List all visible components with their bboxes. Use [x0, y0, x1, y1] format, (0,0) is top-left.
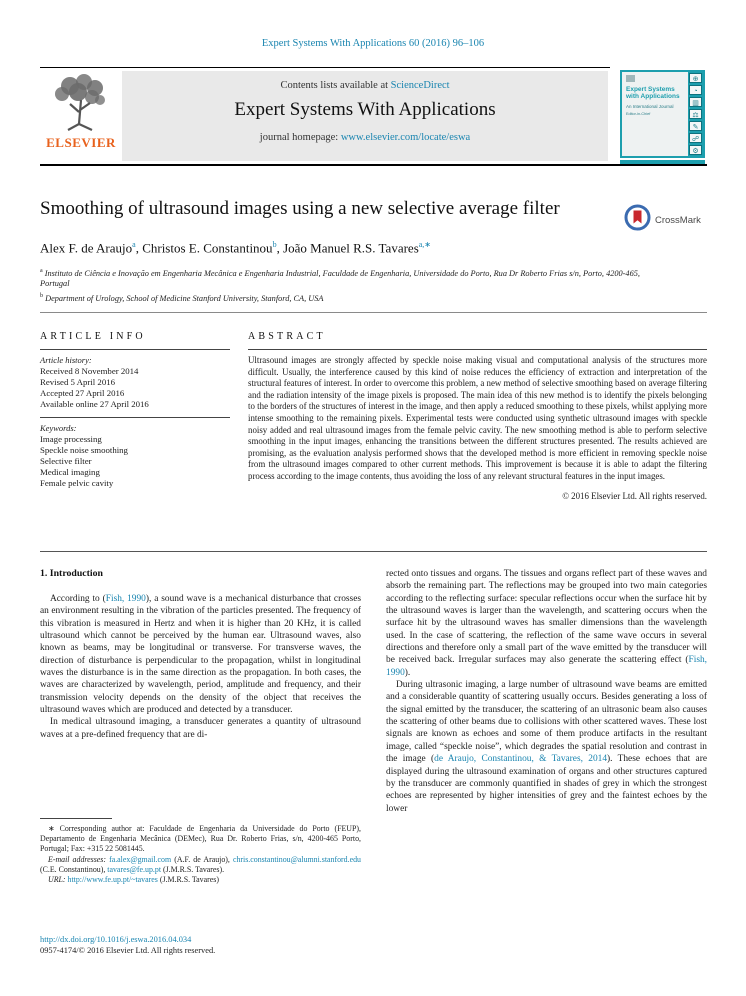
author-name: Alex F. de Araujo	[40, 240, 133, 256]
banner-bottom-rule	[40, 164, 707, 166]
body-paragraph	[386, 679, 707, 815]
cover-icon: ☍	[689, 133, 702, 143]
citation-link[interactable]: de Araujo, Constantinou, & Tavares, 2014	[434, 754, 608, 765]
history-label: Article history:	[40, 355, 92, 365]
cover-icon: ▥	[689, 97, 702, 107]
history-item: Accepted 27 April 2016	[40, 388, 125, 398]
issn-copyright-line: 0957-4174/© 2016 Elsevier Ltd. All rights reserved.	[40, 946, 216, 955]
paragraph-text: ). These echoes that are displayed during the ultrasound examination of organs and other structures captured by the transducer are commonly quantified in shades of grey in which the strongest echoes are represented by higher intensities of grey and the faintest echoes by the lower	[386, 754, 707, 814]
cover-text-area	[622, 72, 688, 156]
url-label: URL:	[48, 875, 68, 885]
affiliations	[40, 266, 670, 305]
crossmark-label: CrossMark	[655, 214, 701, 226]
author-name: , Christos E. Constantinou	[135, 240, 273, 256]
footnote-rule	[40, 818, 112, 819]
cover-subtitle: An International Journal	[626, 104, 674, 109]
cover-icon: ✎	[689, 121, 702, 131]
affiliation	[40, 266, 670, 290]
page-footer	[40, 934, 215, 956]
history-item: Received 8 November 2014	[40, 366, 139, 376]
rule	[40, 349, 230, 350]
journal-homepage-link[interactable]: www.elsevier.com/locate/eswa	[340, 132, 471, 143]
history-item: Revised 5 April 2016	[40, 377, 116, 387]
cover-publisher-mark	[626, 75, 635, 82]
abstract-bottom-rule	[40, 551, 707, 552]
doi-link[interactable]: http://dx.doi.org/10.1016/j.eswa.2016.04.034	[40, 935, 192, 944]
author-affil-sup[interactable]: a,∗	[418, 240, 432, 249]
affiliation-rule	[40, 312, 707, 313]
keyword-item: Selective filter	[40, 456, 92, 466]
rule	[248, 349, 707, 350]
elsevier-logo	[42, 72, 120, 162]
crossmark-badge[interactable]	[624, 204, 701, 236]
cover-icon: ◔	[689, 85, 702, 95]
keyword-item: Female pelvic cavity	[40, 478, 114, 488]
email-link[interactable]: fa.alex@gmail.com	[109, 854, 172, 864]
abstract-heading: ABSTRACT	[248, 331, 326, 342]
sciencedirect-link[interactable]: ScienceDirect	[390, 80, 450, 91]
author-affil-sup[interactable]: a	[132, 240, 136, 249]
body-paragraph	[386, 568, 707, 679]
abstract-copyright: © 2016 Elsevier Ltd. All rights reserved.	[562, 490, 707, 501]
affiliation-text: Department of Urology, School of Medicine Stanford University, Stanford, CA, USA	[43, 293, 324, 303]
email-addresses-note	[40, 855, 361, 875]
url-owner: (J.M.R.S. Tavares)	[157, 875, 219, 885]
body-column-left	[40, 568, 361, 741]
paragraph-text: ).	[404, 667, 411, 678]
paragraph-text: In medical ultrasound imaging, a transducer generates a quantity of ultrasound waves at a pre-defined frequency that are di-	[40, 717, 361, 740]
article-title: Smoothing of ultrasound images using a new selective average filter	[40, 198, 560, 219]
contents-line	[122, 71, 608, 91]
affiliation-sup: b	[40, 292, 43, 299]
journal-title: Expert Systems With Applications	[234, 99, 496, 120]
cover-icon: ⚖	[689, 109, 702, 119]
paragraph-text: According to (	[50, 594, 106, 604]
homepage-line	[122, 132, 608, 143]
corresponding-author-note: ∗ Corresponding author at: Faculdade de Engenharia da Universidade do Porto (FEUP), Departamento de Engenharia Mecânica (DEMec), Rua Dr. Roberto Frias, s/n, 4200-465 Porto, Portugal; Fax: +315 22 5081445.	[40, 824, 361, 854]
top-rule	[40, 67, 610, 68]
paragraph-text: rected onto tissues and organs. The tissues and organs reflect part of these waves and absorb the remaining part. The reflections may be grouped into two main categories according to the reflecting surface: specular reflections occur when the surface hit by the ultrasound waves is larger than the wavelength, and scattering occurs when the surface hit by the ultrasound waves has smaller dimensions than the wavelength used. In the case of scattering, the reflection of the same wave occurs in several directions and therefore only a small part of the wave emitted by the transducer will be received back. Irregular surfaces may also generate the scattering effect (	[386, 569, 707, 666]
journal-cover-thumbnail	[620, 70, 705, 158]
journal-banner	[122, 71, 608, 161]
history-item: Available online 27 April 2016	[40, 399, 149, 409]
rule	[40, 417, 230, 418]
email-link[interactable]: chris.constantinou@alumni.stanford.edu	[232, 854, 361, 864]
author-url-link[interactable]: http://www.fe.up.pt/~tavares	[67, 875, 158, 885]
cover-title: Expert Systems with Applications	[626, 86, 680, 100]
cover-icon-strip	[688, 72, 703, 156]
keyword-item: Speckle noise smoothing	[40, 445, 128, 455]
abstract-text: Ultrasound images are strongly affected by speckle noise making visual and computational analysis of the structures more difficult. Usually, the interference caused by this kind of noise reduces the efficiency of extraction and interpretation of the structural features of interest. In order to overcome this problem, a new method of selective smoothing based on average filtering and the radiation intensity of the image pixels is proposed. The main idea of this new method is to identify the pixels belonging to the borders of the structures of interest in the image, and then apply a reduced smoothing to these pixels, whilst applying more intense smoothing to the remaining pixels. Experimental tests were conducted using synthetic ultrasound images with speckle noisy added and real ultrasound images from the female pelvic cavity. The new smoothing method is able to perform selective smoothing in the input images, enhancing the transitions between the different structures presented. The results achieved are promising, as the evaluation analysis performed shows that the developed method is more efficient in removing speckle noise from the ultrasound images compared to other current methods. This improvement is because it is able to adapt the filtering process according to the image contents, thus avoiding the loss of any relevant structural features in the input images.	[248, 355, 707, 481]
elsevier-tree-icon	[42, 72, 120, 134]
keyword-item: Medical imaging	[40, 467, 100, 477]
article-info-section	[40, 331, 230, 489]
keyword-item: Image processing	[40, 434, 102, 444]
email-label: E-mail addresses:	[48, 854, 110, 864]
author-affil-sup[interactable]: b	[272, 240, 277, 249]
abstract-section	[248, 331, 707, 501]
email-owner: (A.F. de Araujo),	[171, 854, 233, 864]
affiliation-text: Instituto de Ciência e Inovação em Engenharia Mecânica e Engenharia Industrial, Faculdade de Engenharia, Universidade do Porto, Rua Dr Roberto Frias s/n, Porto, 4200-465, Portugal	[40, 268, 640, 289]
body-paragraph	[40, 716, 361, 741]
keywords-label: Keywords:	[40, 423, 77, 433]
elsevier-wordmark: ELSEVIER	[46, 135, 116, 150]
citation-link[interactable]: Fish, 1990	[105, 594, 146, 604]
paragraph-text: During ultrasonic imaging, a large number of ultrasound wave beams are emitted and a considerable quantity of scattering usually occurs. Besides generating a loss of the signal emitted by the transducer, the scattering of an ultrasonic beam also causes the scattering of other beams due to collisions with other scattered waves. These lost signals are known as echoes and some of them produce artifacts in the resultant image, called “speckle noise”, which degrades the spatial resolution and contrast in the image (	[386, 680, 707, 765]
homepage-prefix: journal homepage:	[259, 132, 341, 143]
citation-link[interactable]: Fish, 1990	[386, 655, 707, 678]
journal-citation-header: Expert Systems With Applications 60 (2016) 96–106	[261, 38, 485, 49]
crossmark-icon	[624, 204, 651, 236]
cover-icon: ⊕	[689, 73, 702, 83]
email-owner: (C.E. Constantinou),	[40, 864, 108, 874]
email-owner: (J.M.R.S. Tavares).	[161, 864, 225, 874]
contents-prefix: Contents lists available at	[280, 80, 391, 91]
footnote-block	[40, 818, 361, 885]
cover-editor-line: Editor-in-Chief	[626, 112, 651, 116]
paragraph-text: ), a sound wave is a mechanical disturbance that crosses an environment resulting in the vibration of the particles presented. The frequency of this vibration is measured in Hertz and when it is higher than 20 KHz, it is called ultrasound which cannot be perceived by the human ear. Ultrasound waves, also known as beams, may be longitudinal or transverse. For transverse waves, the direction of disturbance is perpendicular to the propagation, whilst in longitudinal waves the disturbance is in the same direction as the propagation. In both cases, the waves are characterized by wavelength, period, amplitude and frequency, and their transmission velocity depends on the density of the object that receives the ultrasound waves which are produced and detected by a transducer.	[40, 594, 362, 716]
author-name: , João Manuel R.S. Tavares	[276, 240, 419, 256]
affiliation-sup: a	[40, 268, 43, 274]
cover-icon: ⚙	[689, 145, 702, 155]
article-info-heading: ARTICLE INFO	[40, 331, 146, 342]
affiliation	[40, 291, 670, 304]
email-link[interactable]: tavares@fe.up.pt	[107, 864, 162, 874]
section-heading-introduction: 1. Introduction	[40, 568, 103, 579]
author-line	[40, 240, 680, 256]
url-note	[40, 875, 361, 885]
body-column-right	[386, 568, 707, 815]
body-paragraph	[40, 593, 361, 716]
